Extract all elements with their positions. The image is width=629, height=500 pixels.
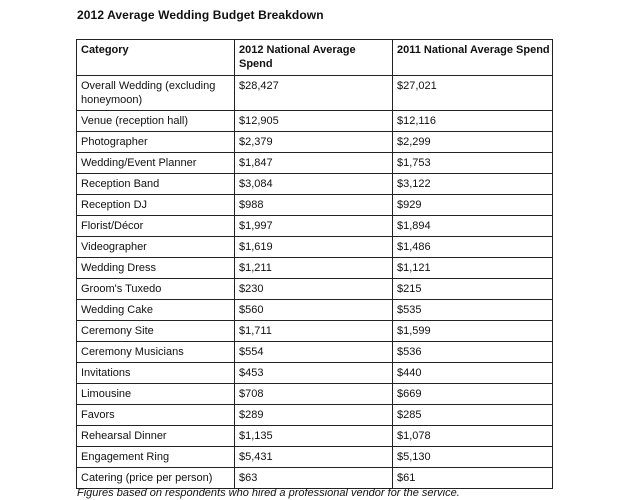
cell-2012-spend: $988 <box>235 195 393 216</box>
cell-2012-spend: $1,211 <box>235 258 393 279</box>
cell-category: Ceremony Site <box>77 321 235 342</box>
cell-category: Limousine <box>77 384 235 405</box>
cell-2012-spend: $1,711 <box>235 321 393 342</box>
table-row <box>77 174 553 195</box>
table-row <box>77 279 553 300</box>
cell-2012-spend: $1,619 <box>235 237 393 258</box>
header-2012-spend: 2012 National Average Spend <box>235 40 393 76</box>
cell-2012-spend: $289 <box>235 405 393 426</box>
cell-2011-spend: $1,486 <box>393 237 553 258</box>
cell-category: Wedding Dress <box>77 258 235 279</box>
cell-2012-spend: $708 <box>235 384 393 405</box>
footnote: Figures based on respondents who hired a professional vendor for the service. <box>77 487 460 499</box>
cell-2011-spend: $1,078 <box>393 426 553 447</box>
cell-category: Catering (price per person) <box>77 468 235 489</box>
cell-2011-spend: $1,599 <box>393 321 553 342</box>
cell-2011-spend: $440 <box>393 363 553 384</box>
table-row <box>77 195 553 216</box>
table-row <box>77 447 553 468</box>
cell-category: Florist/Décor <box>77 216 235 237</box>
table-row <box>77 405 553 426</box>
cell-2012-spend: $1,135 <box>235 426 393 447</box>
table-row <box>77 132 553 153</box>
table-row <box>77 237 553 258</box>
cell-category: Rehearsal Dinner <box>77 426 235 447</box>
header-2011-spend: 2011 National Average Spend <box>393 40 553 76</box>
page-title: 2012 Average Wedding Budget Breakdown <box>77 8 324 22</box>
cell-category: Venue (reception hall) <box>77 111 235 132</box>
table-row <box>77 321 553 342</box>
cell-2011-spend: $27,021 <box>393 76 553 111</box>
cell-category: Wedding/Event Planner <box>77 153 235 174</box>
table-row <box>77 153 553 174</box>
cell-2011-spend: $1,753 <box>393 153 553 174</box>
cell-2012-spend: $2,379 <box>235 132 393 153</box>
budget-table <box>76 39 553 489</box>
cell-2011-spend: $1,894 <box>393 216 553 237</box>
cell-category: Favors <box>77 405 235 426</box>
cell-category: Wedding Cake <box>77 300 235 321</box>
table-row <box>77 426 553 447</box>
table-row <box>77 300 553 321</box>
cell-2011-spend: $535 <box>393 300 553 321</box>
cell-2012-spend: $1,997 <box>235 216 393 237</box>
table-row <box>77 363 553 384</box>
table-header-row <box>77 40 553 76</box>
cell-2011-spend: $215 <box>393 279 553 300</box>
cell-2012-spend: $560 <box>235 300 393 321</box>
cell-category: Photographer <box>77 132 235 153</box>
cell-category: Ceremony Musicians <box>77 342 235 363</box>
cell-2012-spend: $1,847 <box>235 153 393 174</box>
cell-2011-spend: $669 <box>393 384 553 405</box>
cell-2011-spend: $61 <box>393 468 553 489</box>
cell-2011-spend: $3,122 <box>393 174 553 195</box>
cell-2012-spend: $453 <box>235 363 393 384</box>
cell-2012-spend: $63 <box>235 468 393 489</box>
table-row <box>77 111 553 132</box>
cell-2012-spend: $28,427 <box>235 76 393 111</box>
cell-2012-spend: $12,905 <box>235 111 393 132</box>
table-row <box>77 468 553 489</box>
cell-category: Overall Wedding (excluding honeymoon) <box>77 76 235 111</box>
cell-2011-spend: $5,130 <box>393 447 553 468</box>
cell-2011-spend: $285 <box>393 405 553 426</box>
cell-2011-spend: $1,121 <box>393 258 553 279</box>
cell-category: Invitations <box>77 363 235 384</box>
table-row <box>77 384 553 405</box>
cell-2011-spend: $536 <box>393 342 553 363</box>
cell-2012-spend: $554 <box>235 342 393 363</box>
cell-2011-spend: $12,116 <box>393 111 553 132</box>
table-row <box>77 258 553 279</box>
cell-category: Engagement Ring <box>77 447 235 468</box>
cell-2012-spend: $3,084 <box>235 174 393 195</box>
table-body <box>77 76 553 489</box>
cell-2012-spend: $5,431 <box>235 447 393 468</box>
table-row <box>77 76 553 111</box>
header-category: Category <box>77 40 235 76</box>
table-row <box>77 216 553 237</box>
cell-category: Videographer <box>77 237 235 258</box>
cell-category: Reception Band <box>77 174 235 195</box>
cell-category: Groom's Tuxedo <box>77 279 235 300</box>
cell-2012-spend: $230 <box>235 279 393 300</box>
cell-category: Reception DJ <box>77 195 235 216</box>
cell-2011-spend: $929 <box>393 195 553 216</box>
cell-2011-spend: $2,299 <box>393 132 553 153</box>
table-row <box>77 342 553 363</box>
